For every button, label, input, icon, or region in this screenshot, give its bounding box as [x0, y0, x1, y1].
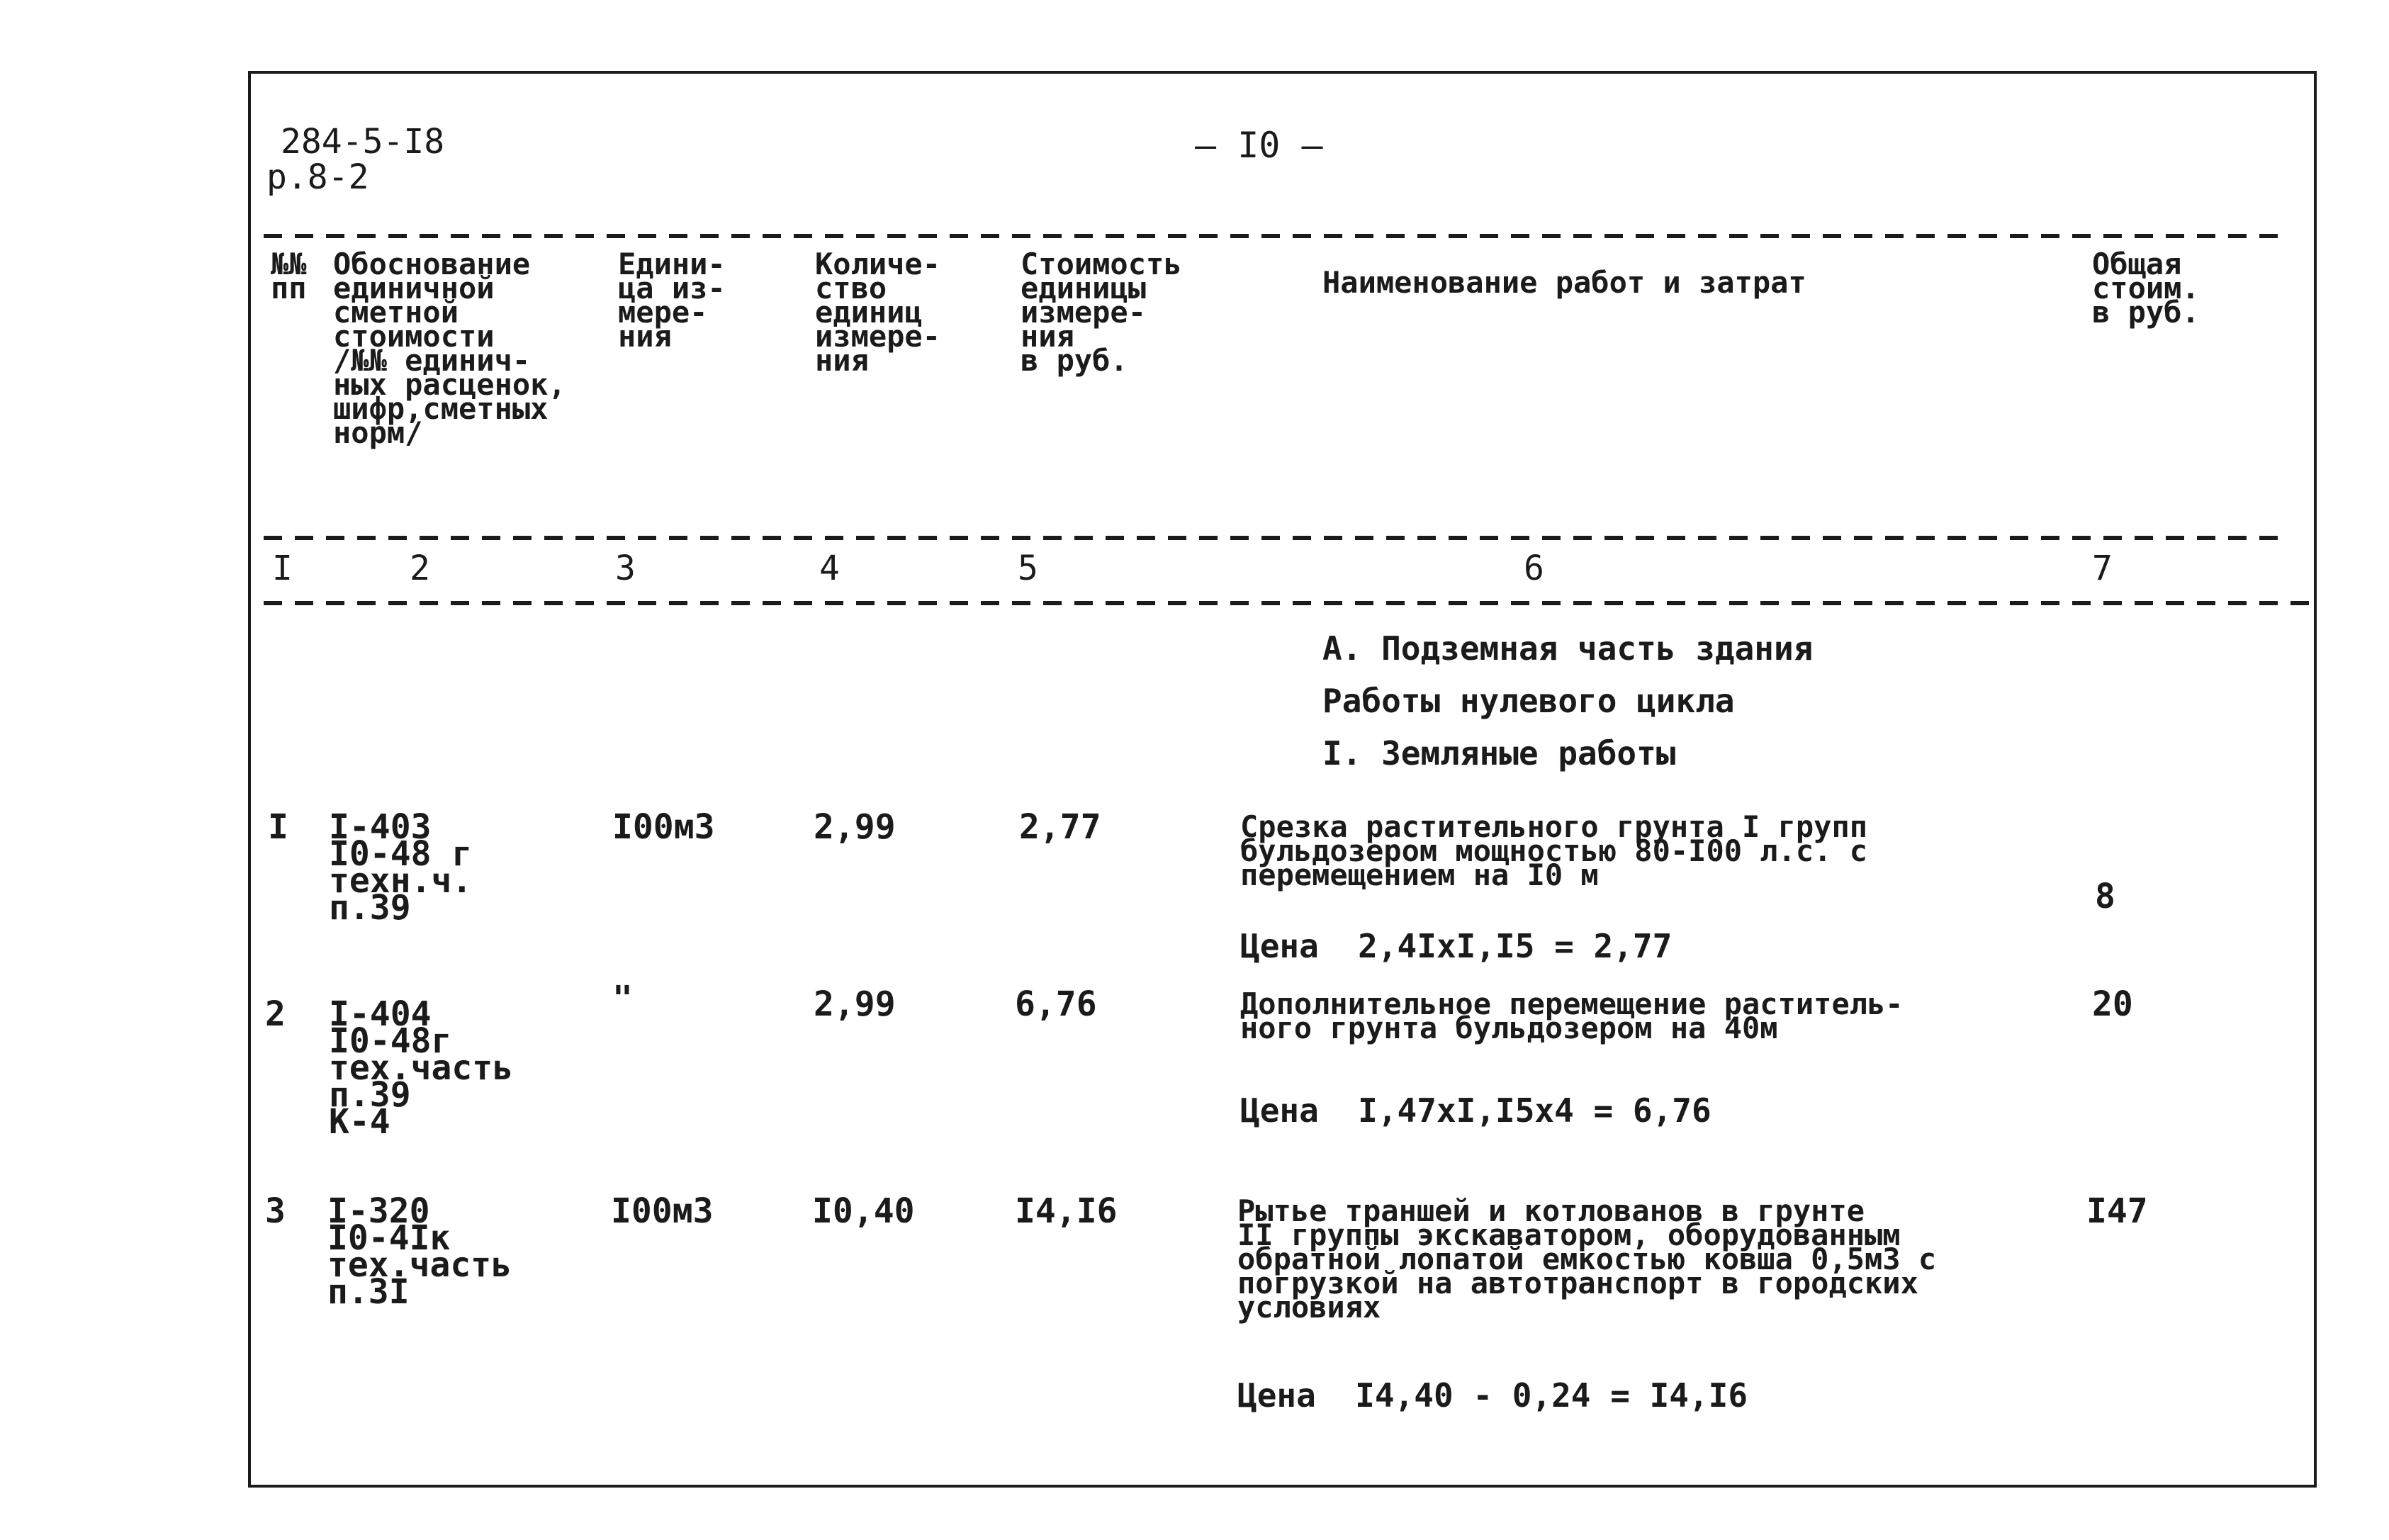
row-unit-cost: 6,76: [1015, 984, 1097, 1024]
row-basis: I-320 I0-4Iк тех.часть п.3I: [327, 1191, 512, 1312]
col-number: 3: [615, 549, 636, 588]
row-quantity: 2,99: [814, 807, 896, 847]
row-unit-cost: 2,77: [1019, 807, 1101, 847]
row-price: Цена I4,40 - 0,24 = I4,I6: [1237, 1376, 1748, 1415]
row-quantity: I0,40: [812, 1191, 915, 1231]
row-price: Цена 2,4IхI,I5 = 2,77: [1240, 927, 1673, 965]
col-header-quantity: Количе- ство единиц измере- ния: [815, 247, 941, 378]
col-header-description: Наименование работ и затрат: [1322, 265, 1806, 300]
col-header-unit: Едини- ца из- мере- ния: [618, 247, 726, 354]
col-number: 7: [2092, 549, 2113, 588]
col-header-total: Общая стоим. в руб.: [2092, 247, 2200, 330]
row-unit-cost: I4,I6: [1015, 1191, 1118, 1231]
row-quantity: 2,99: [814, 984, 896, 1024]
column-numbers-rule: [264, 601, 2319, 605]
section-heading: Работы нулевого цикла: [1322, 682, 1735, 720]
row-description: Дополнительное перемещение раститель- ного грунта бульдозером на 40м: [1240, 987, 1904, 1045]
row-unit: I00м3: [611, 1191, 714, 1231]
row-number: 2: [265, 994, 286, 1034]
page-number: — I0 —: [1195, 125, 1323, 166]
header-top-rule: [264, 234, 2290, 238]
row-unit: I00м3: [612, 807, 715, 847]
row-description: Рытье траншей и котлованов в грунте II группы экскаватором, оборудованным обратной лопатой емкостью ковша 0,5м3 с погрузкой на автотранспорт в городских условиях: [1237, 1193, 1937, 1325]
header-bottom-rule: [264, 536, 2290, 540]
row-number: I: [268, 807, 288, 847]
col-number: 2: [410, 549, 430, 588]
col-number: 6: [1524, 549, 1544, 588]
row-total: 8: [2095, 877, 2115, 916]
col-header-unit-cost: Стоимость единицы измере- ния в руб.: [1021, 247, 1182, 378]
col-header-number: №№ пп: [271, 247, 307, 305]
row-basis: I-403 I0-48 г техн.ч. п.39: [329, 807, 473, 928]
row-basis: I-404 I0-48г тех.часть п.39 К-4: [329, 994, 514, 1142]
section-heading: I. Земляные работы: [1322, 734, 1676, 772]
row-total: 20: [2092, 984, 2133, 1024]
section-heading: А. Подземная часть здания: [1322, 629, 1814, 668]
row-total: I47: [2086, 1191, 2148, 1231]
row-unit: ": [612, 979, 633, 1018]
row-number: 3: [265, 1191, 286, 1231]
col-header-basis: Обоснование единичной сметной стоимости /№№ единич- ных расценок, шифр,сметных норм/: [333, 247, 566, 450]
col-number: 5: [1018, 549, 1038, 588]
row-price: Цена I,47хI,I5х4 = 6,76: [1240, 1091, 1711, 1130]
col-number: I: [272, 549, 293, 588]
col-number: 4: [819, 549, 840, 588]
document-code: 284-5-I8: [281, 122, 445, 162]
section-code: р.8-2: [266, 157, 369, 197]
row-description: Срезка растительного грунта I групп бульдозером мощностью 80-I00 л.с. с перемещением на I0 м: [1240, 809, 1868, 892]
